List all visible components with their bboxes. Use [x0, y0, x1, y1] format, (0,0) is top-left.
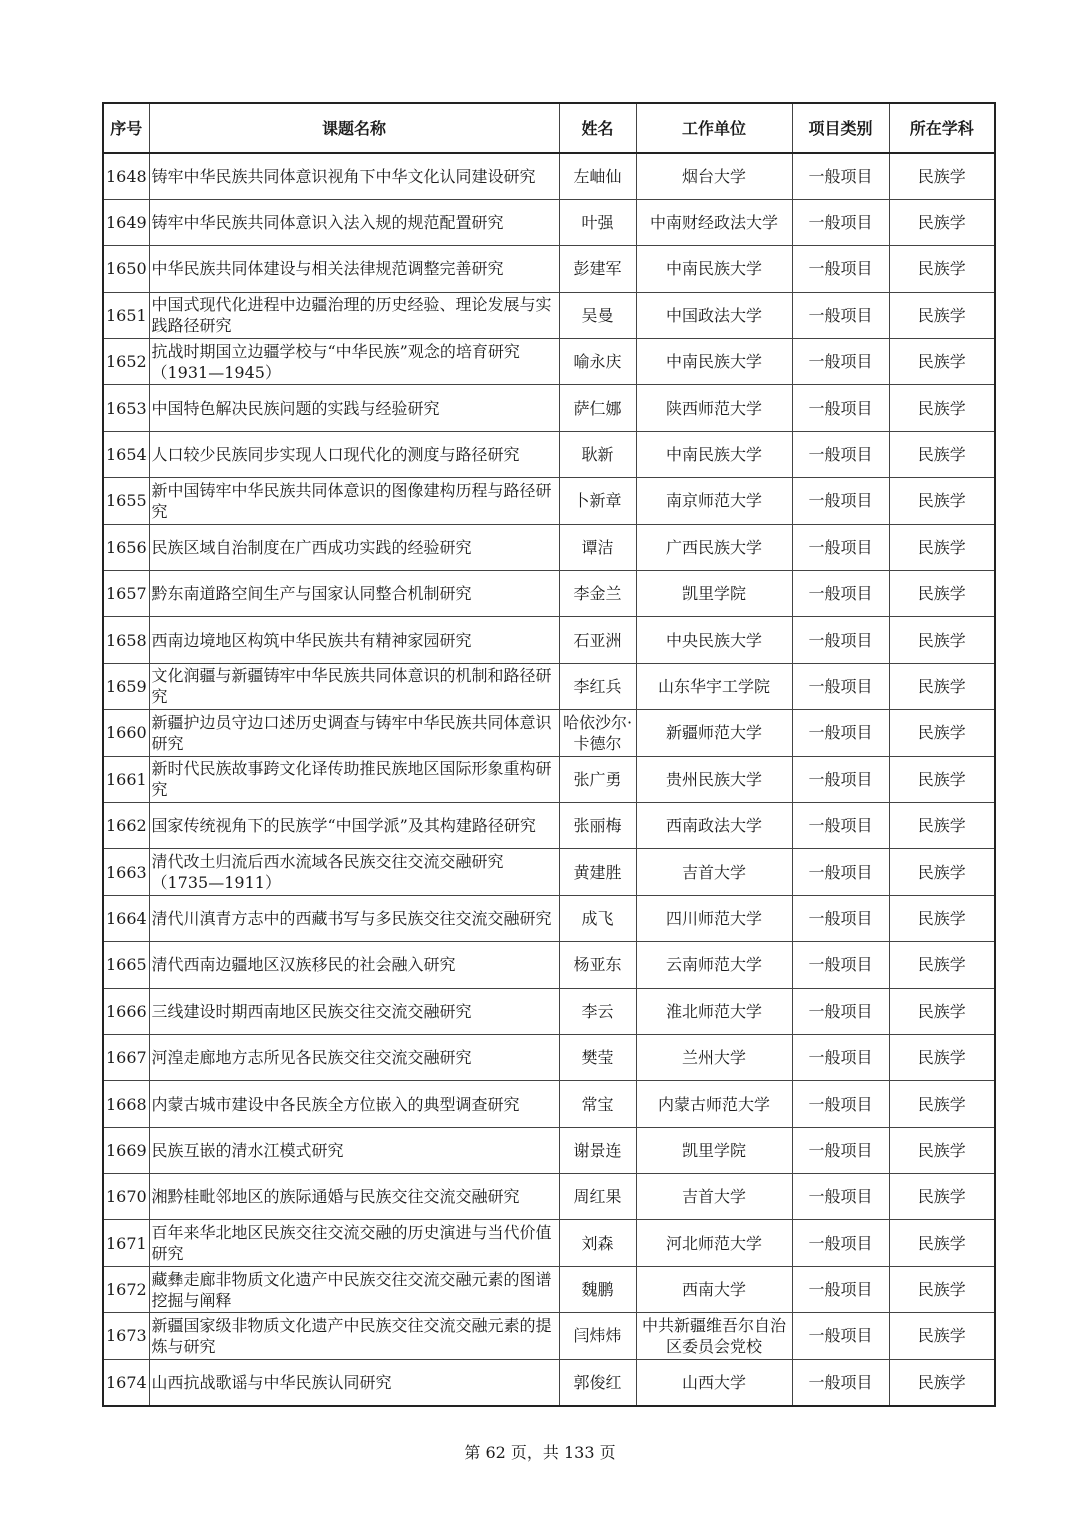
- cell-serial: 1656: [103, 524, 149, 570]
- cell-title: 民族互嵌的清水江模式研究: [149, 1127, 559, 1173]
- cell-unit: 新疆师范大学: [636, 710, 792, 756]
- cell-discipline: 民族学: [889, 1313, 995, 1359]
- cell-unit: 中南民族大学: [636, 431, 792, 477]
- table-row: [103, 385, 995, 431]
- cell-title: 清代川滇青方志中的西藏书写与多民族交往交流交融研究: [149, 895, 559, 941]
- cell-unit: 云南师范大学: [636, 942, 792, 988]
- cell-name: 李金兰: [559, 571, 636, 617]
- cell-name: 闫炜炜: [559, 1313, 636, 1359]
- cell-discipline: 民族学: [889, 1220, 995, 1266]
- cell-unit: 西南大学: [636, 1266, 792, 1312]
- page-number: 第 62 页，共 133 页: [464, 1443, 616, 1462]
- cell-discipline: 民族学: [889, 710, 995, 756]
- cell-serial: 1666: [103, 988, 149, 1034]
- cell-category: 一般项目: [792, 1220, 889, 1266]
- cell-category: 一般项目: [792, 1034, 889, 1080]
- cell-unit: 中共新疆维吾尔自治区委员会党校: [636, 1313, 792, 1359]
- cell-discipline: 民族学: [889, 1359, 995, 1405]
- cell-discipline: 民族学: [889, 802, 995, 848]
- cell-serial: 1670: [103, 1174, 149, 1220]
- cell-name: 哈依沙尔·卡德尔: [559, 710, 636, 756]
- cell-discipline: 民族学: [889, 199, 995, 245]
- header-serial: 序号: [103, 103, 149, 153]
- cell-discipline: 民族学: [889, 1266, 995, 1312]
- table-row: [103, 756, 995, 802]
- cell-title: 河湟走廊地方志所见各民族交往交流交融研究: [149, 1034, 559, 1080]
- cell-name: 萨仁娜: [559, 385, 636, 431]
- cell-unit: 兰州大学: [636, 1034, 792, 1080]
- cell-title: 人口较少民族同步实现人口现代化的测度与路径研究: [149, 431, 559, 477]
- cell-serial: 1652: [103, 339, 149, 385]
- cell-discipline: 民族学: [889, 1034, 995, 1080]
- cell-title: 藏彝走廊非物质文化遗产中民族交往交流交融元素的图谱挖掘与阐释: [149, 1266, 559, 1312]
- cell-category: 一般项目: [792, 153, 889, 199]
- cell-name: 卜新章: [559, 478, 636, 524]
- cell-name: 石亚洲: [559, 617, 636, 663]
- cell-serial: 1674: [103, 1359, 149, 1405]
- cell-name: 李云: [559, 988, 636, 1034]
- table-row: [103, 988, 995, 1034]
- cell-serial: 1664: [103, 895, 149, 941]
- table-row: [103, 849, 995, 895]
- table-row: [103, 478, 995, 524]
- cell-discipline: 民族学: [889, 385, 995, 431]
- cell-serial: 1657: [103, 571, 149, 617]
- cell-category: 一般项目: [792, 246, 889, 292]
- table-row: [103, 895, 995, 941]
- cell-discipline: 民族学: [889, 1174, 995, 1220]
- cell-unit: 吉首大学: [636, 849, 792, 895]
- cell-category: 一般项目: [792, 988, 889, 1034]
- table-row: [103, 524, 995, 570]
- cell-unit: 烟台大学: [636, 153, 792, 199]
- cell-unit: 吉首大学: [636, 1174, 792, 1220]
- table-row: [103, 1313, 995, 1359]
- table-row: [103, 802, 995, 848]
- cell-title: 湘黔桂毗邻地区的族际通婚与民族交往交流交融研究: [149, 1174, 559, 1220]
- table-row: [103, 246, 995, 292]
- cell-name: 谢景连: [559, 1127, 636, 1173]
- cell-unit: 南京师范大学: [636, 478, 792, 524]
- table-row: [103, 1359, 995, 1405]
- table-body: [103, 153, 995, 1406]
- table-row: [103, 1220, 995, 1266]
- table-row: [103, 617, 995, 663]
- cell-unit: 中国政法大学: [636, 292, 792, 338]
- cell-category: 一般项目: [792, 385, 889, 431]
- cell-unit: 河北师范大学: [636, 1220, 792, 1266]
- cell-discipline: 民族学: [889, 153, 995, 199]
- cell-serial: 1648: [103, 153, 149, 199]
- cell-unit: 中南财经政法大学: [636, 199, 792, 245]
- cell-unit: 贵州民族大学: [636, 756, 792, 802]
- cell-title: 黔东南道路空间生产与国家认同整合机制研究: [149, 571, 559, 617]
- cell-serial: 1663: [103, 849, 149, 895]
- table-row: [103, 942, 995, 988]
- cell-name: 李红兵: [559, 663, 636, 709]
- cell-unit: 山东华宇工学院: [636, 663, 792, 709]
- cell-unit: 凯里学院: [636, 571, 792, 617]
- cell-name: 左岫仙: [559, 153, 636, 199]
- cell-category: 一般项目: [792, 1359, 889, 1405]
- table-row: [103, 1266, 995, 1312]
- header-unit: 工作单位: [636, 103, 792, 153]
- cell-name: 耿新: [559, 431, 636, 477]
- table-row: [103, 292, 995, 338]
- cell-serial: 1654: [103, 431, 149, 477]
- cell-name: 谭洁: [559, 524, 636, 570]
- cell-category: 一般项目: [792, 199, 889, 245]
- cell-serial: 1650: [103, 246, 149, 292]
- cell-serial: 1662: [103, 802, 149, 848]
- cell-discipline: 民族学: [889, 895, 995, 941]
- cell-category: 一般项目: [792, 478, 889, 524]
- cell-category: 一般项目: [792, 1081, 889, 1127]
- cell-unit: 四川师范大学: [636, 895, 792, 941]
- cell-title: 内蒙古城市建设中各民族全方位嵌入的典型调查研究: [149, 1081, 559, 1127]
- header-title: 课题名称: [149, 103, 559, 153]
- cell-name: 魏鹏: [559, 1266, 636, 1312]
- cell-name: 樊莹: [559, 1034, 636, 1080]
- cell-category: 一般项目: [792, 710, 889, 756]
- table-row: [103, 1081, 995, 1127]
- cell-serial: 1671: [103, 1220, 149, 1266]
- cell-unit: 中央民族大学: [636, 617, 792, 663]
- cell-unit: 淮北师范大学: [636, 988, 792, 1034]
- cell-discipline: 民族学: [889, 1127, 995, 1173]
- cell-serial: 1668: [103, 1081, 149, 1127]
- cell-title: 铸牢中华民族共同体意识视角下中华文化认同建设研究: [149, 153, 559, 199]
- cell-name: 叶强: [559, 199, 636, 245]
- cell-discipline: 民族学: [889, 942, 995, 988]
- cell-discipline: 民族学: [889, 571, 995, 617]
- cell-serial: 1653: [103, 385, 149, 431]
- cell-category: 一般项目: [792, 663, 889, 709]
- cell-discipline: 民族学: [889, 617, 995, 663]
- cell-category: 一般项目: [792, 524, 889, 570]
- cell-serial: 1665: [103, 942, 149, 988]
- cell-discipline: 民族学: [889, 246, 995, 292]
- cell-discipline: 民族学: [889, 663, 995, 709]
- cell-title: 山西抗战歌谣与中华民族认同研究: [149, 1359, 559, 1405]
- cell-title: 中国式现代化进程中边疆治理的历史经验、理论发展与实践路径研究: [149, 292, 559, 338]
- cell-title: 抗战时期国立边疆学校与“中华民族”观念的培育研究（1931—1945）: [149, 339, 559, 385]
- table-row: [103, 199, 995, 245]
- cell-serial: 1658: [103, 617, 149, 663]
- header-row: [103, 103, 995, 153]
- table-row: [103, 571, 995, 617]
- cell-title: 新疆国家级非物质文化遗产中民族交往交流交融元素的提炼与研究: [149, 1313, 559, 1359]
- table-row: [103, 339, 995, 385]
- cell-serial: 1651: [103, 292, 149, 338]
- cell-category: 一般项目: [792, 942, 889, 988]
- table-row: [103, 1034, 995, 1080]
- cell-category: 一般项目: [792, 1266, 889, 1312]
- cell-discipline: 民族学: [889, 756, 995, 802]
- cell-category: 一般项目: [792, 617, 889, 663]
- cell-name: 张广勇: [559, 756, 636, 802]
- table-row: [103, 431, 995, 477]
- cell-name: 吴曼: [559, 292, 636, 338]
- cell-title: 中国特色解决民族问题的实践与经验研究: [149, 385, 559, 431]
- cell-category: 一般项目: [792, 1174, 889, 1220]
- table-row: [103, 710, 995, 756]
- cell-category: 一般项目: [792, 756, 889, 802]
- cell-serial: 1649: [103, 199, 149, 245]
- cell-serial: 1661: [103, 756, 149, 802]
- cell-title: 文化润疆与新疆铸牢中华民族共同体意识的机制和路径研究: [149, 663, 559, 709]
- cell-category: 一般项目: [792, 431, 889, 477]
- header-name: 姓名: [559, 103, 636, 153]
- cell-category: 一般项目: [792, 849, 889, 895]
- cell-discipline: 民族学: [889, 849, 995, 895]
- cell-unit: 中南民族大学: [636, 339, 792, 385]
- cell-unit: 广西民族大学: [636, 524, 792, 570]
- cell-category: 一般项目: [792, 1313, 889, 1359]
- cell-title: 百年来华北地区民族交往交流交融的历史演进与当代价值研究: [149, 1220, 559, 1266]
- cell-category: 一般项目: [792, 802, 889, 848]
- cell-name: 刘森: [559, 1220, 636, 1266]
- cell-discipline: 民族学: [889, 431, 995, 477]
- cell-unit: 山西大学: [636, 1359, 792, 1405]
- cell-discipline: 民族学: [889, 292, 995, 338]
- cell-unit: 内蒙古师范大学: [636, 1081, 792, 1127]
- cell-serial: 1673: [103, 1313, 149, 1359]
- cell-name: 喻永庆: [559, 339, 636, 385]
- table-row: [103, 153, 995, 199]
- cell-discipline: 民族学: [889, 339, 995, 385]
- cell-name: 杨亚东: [559, 942, 636, 988]
- cell-name: 常宝: [559, 1081, 636, 1127]
- table-header: [103, 103, 995, 153]
- header-category: 项目类别: [792, 103, 889, 153]
- table-row: [103, 1127, 995, 1173]
- cell-title: 清代改土归流后西水流域各民族交往交流交融研究（1735—1911）: [149, 849, 559, 895]
- cell-title: 国家传统视角下的民族学“中国学派”及其构建路径研究: [149, 802, 559, 848]
- cell-name: 周红果: [559, 1174, 636, 1220]
- cell-serial: 1669: [103, 1127, 149, 1173]
- cell-serial: 1667: [103, 1034, 149, 1080]
- cell-discipline: 民族学: [889, 1081, 995, 1127]
- cell-discipline: 民族学: [889, 524, 995, 570]
- cell-serial: 1672: [103, 1266, 149, 1312]
- cell-unit: 中南民族大学: [636, 246, 792, 292]
- cell-unit: 凯里学院: [636, 1127, 792, 1173]
- cell-title: 新时代民族故事跨文化译传助推民族地区国际形象重构研究: [149, 756, 559, 802]
- table-row: [103, 663, 995, 709]
- cell-title: 民族区域自治制度在广西成功实践的经验研究: [149, 524, 559, 570]
- header-discipline: 所在学科: [889, 103, 995, 153]
- cell-category: 一般项目: [792, 339, 889, 385]
- cell-serial: 1655: [103, 478, 149, 524]
- cell-title: 中华民族共同体建设与相关法律规范调整完善研究: [149, 246, 559, 292]
- cell-category: 一般项目: [792, 895, 889, 941]
- table-row: [103, 1174, 995, 1220]
- cell-title: 清代西南边疆地区汉族移民的社会融入研究: [149, 942, 559, 988]
- cell-title: 新中国铸牢中华民族共同体意识的图像建构历程与路径研究: [149, 478, 559, 524]
- cell-serial: 1660: [103, 710, 149, 756]
- cell-title: 三线建设时期西南地区民族交往交流交融研究: [149, 988, 559, 1034]
- cell-discipline: 民族学: [889, 988, 995, 1034]
- cell-name: 黄建胜: [559, 849, 636, 895]
- cell-category: 一般项目: [792, 1127, 889, 1173]
- cell-discipline: 民族学: [889, 478, 995, 524]
- cell-name: 张丽梅: [559, 802, 636, 848]
- cell-category: 一般项目: [792, 292, 889, 338]
- cell-title: 铸牢中华民族共同体意识入法入规的规范配置研究: [149, 199, 559, 245]
- cell-title: 西南边境地区构筑中华民族共有精神家园研究: [149, 617, 559, 663]
- cell-unit: 西南政法大学: [636, 802, 792, 848]
- cell-name: 郭俊红: [559, 1359, 636, 1405]
- project-list-table: [102, 102, 996, 1407]
- cell-name: 彭建军: [559, 246, 636, 292]
- cell-title: 新疆护边员守边口述历史调查与铸牢中华民族共同体意识研究: [149, 710, 559, 756]
- cell-unit: 陕西师范大学: [636, 385, 792, 431]
- cell-category: 一般项目: [792, 571, 889, 617]
- cell-serial: 1659: [103, 663, 149, 709]
- cell-name: 成飞: [559, 895, 636, 941]
